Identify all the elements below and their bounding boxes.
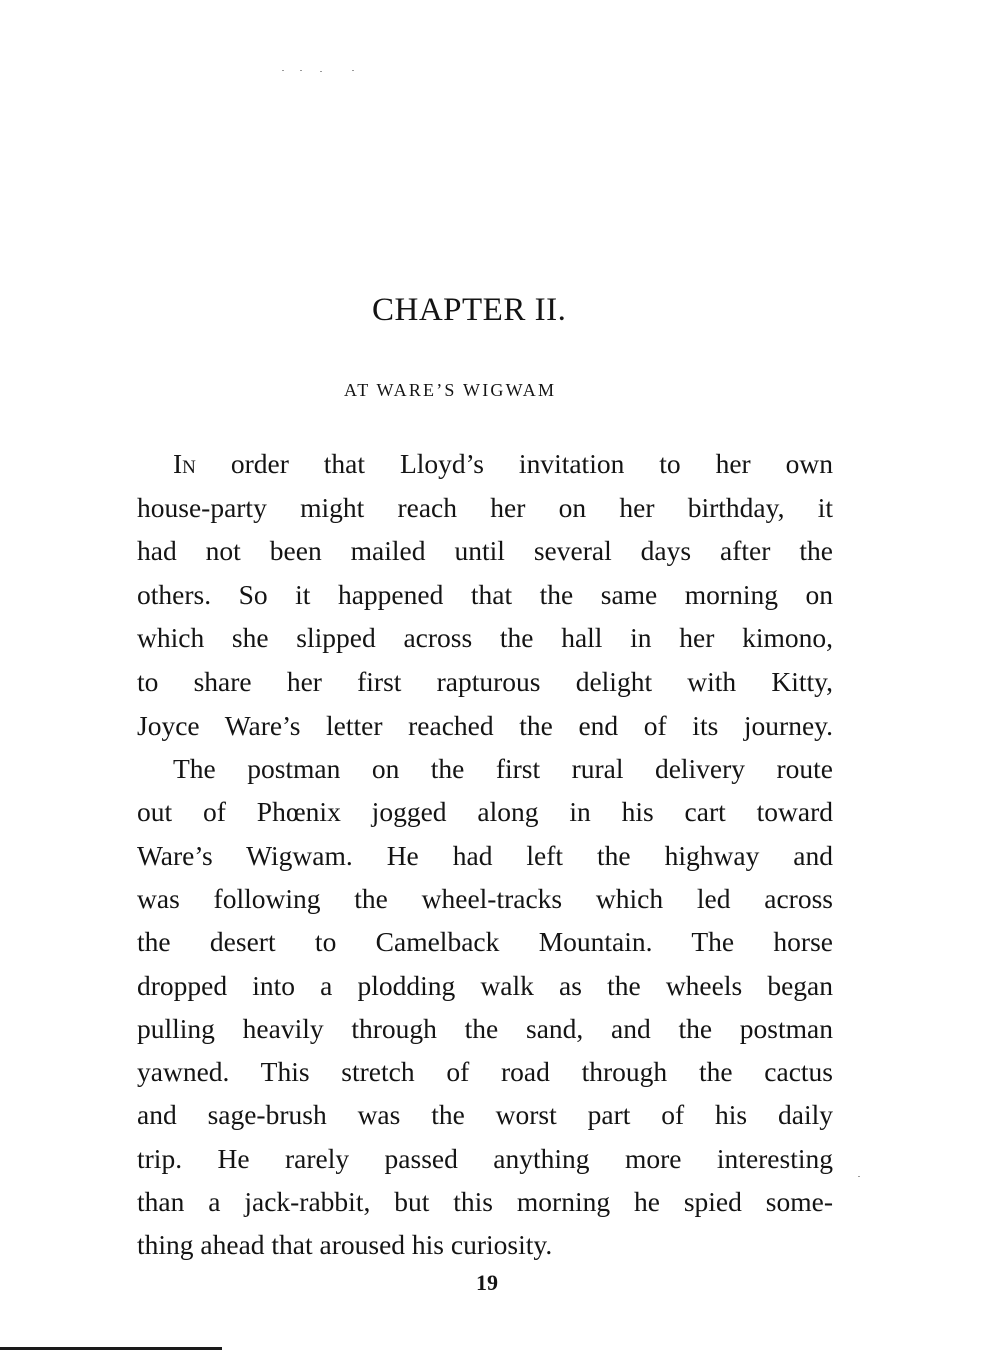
text-line: and sage-brush was the worst part of his daily bbox=[137, 1099, 833, 1131]
text-line: Ware’s Wigwam. He had left the highway and bbox=[137, 839, 833, 871]
text-line: others. So it happened that the same morning on bbox=[137, 578, 833, 610]
text-line: In order that Lloyd’s invitation to her own bbox=[173, 448, 833, 479]
text-line: trip. He rarely passed anything more interesting bbox=[137, 1142, 833, 1174]
chapter-title: AT WARE’S WIGWAM bbox=[344, 380, 557, 400]
scan-speck bbox=[320, 71, 322, 72]
text-line: which she slipped across the hall in her kimono, bbox=[137, 622, 833, 654]
scan-speck bbox=[300, 70, 302, 71]
text-line: dropped into a plodding walk as the wheels began bbox=[137, 969, 833, 1001]
text-line: to share her first rapturous delight with Kitty, bbox=[137, 666, 833, 697]
text-line: The postman on the first rural delivery route bbox=[173, 753, 833, 784]
text-line: yawned. This stretch of road through the cactus bbox=[137, 1056, 833, 1088]
scan-speck bbox=[858, 1176, 860, 1177]
text-line: pulling heavily through the sand, and the postman bbox=[137, 1012, 833, 1044]
drop-cap: In bbox=[173, 448, 196, 479]
text-line: thing ahead that aroused his curiosity. bbox=[137, 1229, 553, 1261]
scan-speck bbox=[352, 70, 354, 71]
scan-edge-rule bbox=[0, 1347, 222, 1350]
text-line: house-party might reach her on her birthday, it bbox=[137, 491, 833, 523]
text-line: Joyce Ware’s letter reached the end of its journey. bbox=[137, 709, 833, 741]
text-line: out of Phœnix jogged along in his cart toward bbox=[137, 796, 833, 828]
text-line: had not been mailed until several days after the bbox=[137, 535, 833, 567]
page-number: 19 bbox=[476, 1270, 498, 1295]
text-line: was following the wheel-tracks which led across bbox=[137, 882, 833, 914]
chapter-heading: CHAPTER II. bbox=[372, 292, 567, 328]
text-line: than a jack-rabbit, but this morning he spied some- bbox=[137, 1186, 833, 1217]
text-line: the desert to Camelback Mountain. The horse bbox=[137, 926, 833, 958]
scan-speck bbox=[282, 70, 284, 71]
